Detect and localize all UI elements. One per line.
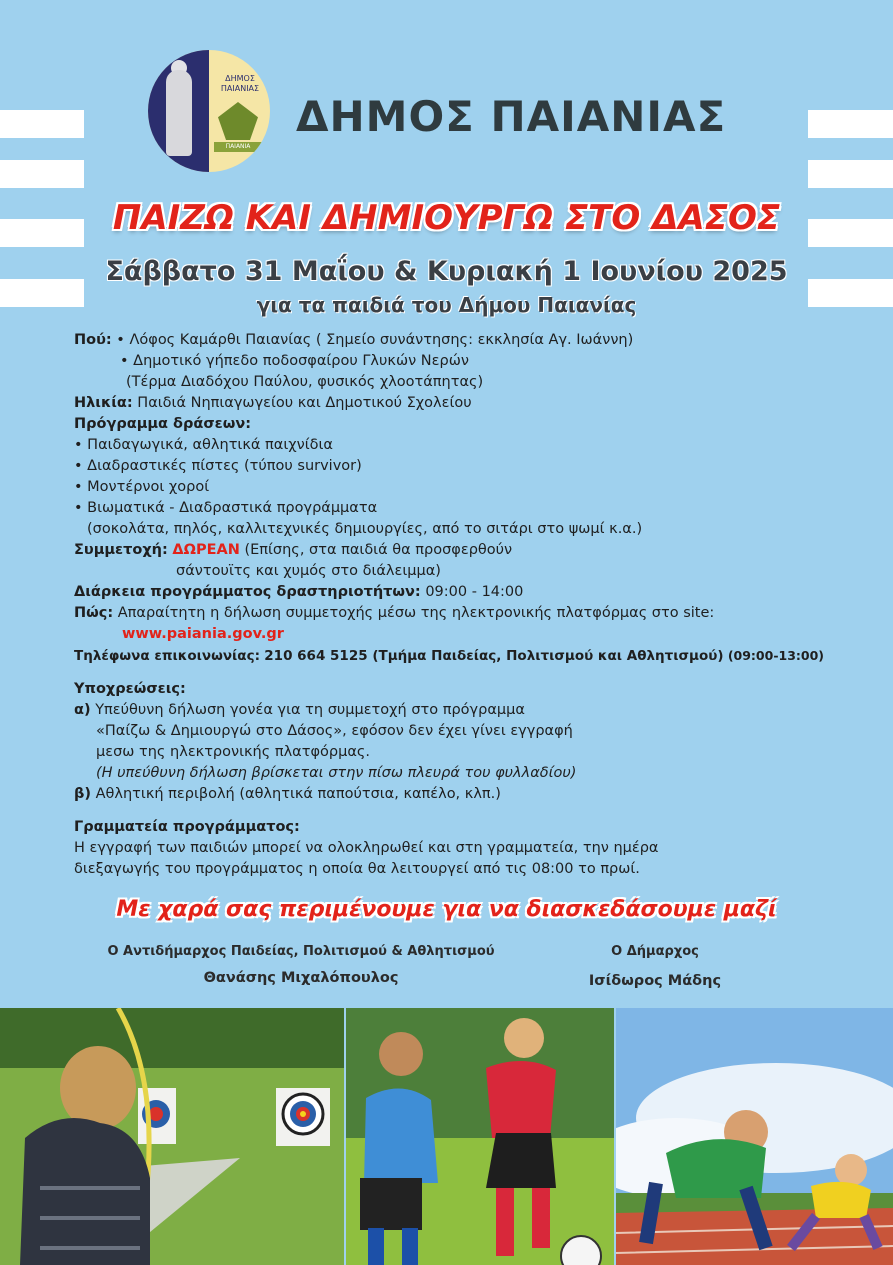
- where-line-1: Πού: • Λόφος Καμάρθι Παιανίας ( Σημείο συνάντησης: εκκλησία Αγ. Ιωάννη): [74, 332, 634, 348]
- running-photo: [616, 1008, 893, 1265]
- program-note: (σοκολάτα, πηλός, καλλιτεχνικές δημιουργίες, από το σιτάρι στο ψωμί κ.α.): [87, 521, 643, 537]
- participation-note: σάντουϊτς και χυμός στο διάλειμμα): [176, 563, 441, 579]
- obligation-a-note: (Η υπεύθυνη δήλωση βρίσκεται στην πίσω πλευρά του φυλλαδίου): [96, 765, 577, 781]
- municipality-logo: ΔΗΜΟΣ ΠΑΙΑΝΙΑΣ ΠΑΙΑΝΙΑ: [148, 50, 270, 172]
- football-photo: [346, 1008, 614, 1265]
- mayor-title: Ο Δήμαρχος: [611, 944, 699, 959]
- closing-message: Με χαρά σας περιμένουμε για να διασκεδάσουμε μαζί: [116, 897, 777, 922]
- stripe-left-2: [0, 160, 84, 188]
- secretariat-label: Γραμματεία προγράμματος:: [74, 819, 300, 835]
- participation-line: Συμμετοχή: ΔΩΡΕΑΝ (Επίσης, στα παιδιά θα προσφερθούν: [74, 542, 513, 558]
- event-details: [74, 330, 874, 880]
- deputy-name: Θανάσης Μιχαλόπουλος: [203, 970, 399, 986]
- program-item: • Μοντέρνοι χοροί: [74, 479, 210, 495]
- where-line-3: (Τέρμα Διαδόχου Παύλου, φυσικός χλοοτάπητας): [126, 374, 484, 390]
- how-line: Πώς: Απαραίτητη η δήλωση συμμετοχής μέσω της ηλεκτρονικής πλατφόρμας στο site:: [74, 605, 715, 621]
- deputy-title: Ο Αντιδήμαρχος Παιδείας, Πολιτισμού & Αθλητισμού: [107, 944, 495, 959]
- phone-line: Τηλέφωνα επικοινωνίας: 210 664 5125 (Τμήμα Παιδείας, Πολιτισμού και Αθλητισμού) (09:00-13:00): [74, 648, 825, 664]
- obligations-label: Υποχρεώσεις:: [74, 681, 186, 697]
- program-item: • Διαδραστικές πίστες (τύπου survivor): [74, 458, 362, 474]
- event-title: ΠΑΙΖΩ ΚΑΙ ΔΗΜΙΟΥΡΓΩ ΣΤΟ ΔΑΣΟΣ: [112, 198, 781, 238]
- stripe-right-2: [808, 160, 893, 188]
- secretariat-line: Η εγγραφή των παιδιών μπορεί να ολοκληρωθεί και στη γραμματεία, την ημέρα: [74, 840, 659, 856]
- secretariat-line: διεξαγωγής του προγράμματος η οποία θα λειτουργεί από τις 08:00 το πρωί.: [74, 861, 640, 877]
- mayor-name: Ισίδωρος Μάδης: [588, 973, 722, 989]
- website-link[interactable]: www.paiania.gov.gr: [122, 626, 284, 642]
- stripe-left-1: [0, 110, 84, 138]
- photo-strip: [0, 1008, 893, 1265]
- event-audience: για τα παιδιά του Δήμου Παιανίας: [256, 293, 637, 317]
- obligation-a-line: «Παίζω & Δημιουργώ στο Δάσος», εφόσον δεν έχει γίνει εγγραφή: [96, 723, 573, 739]
- archery-photo: [0, 1008, 344, 1265]
- duration-line: Διάρκεια προγράμματος δραστηριοτήτων: 09:00 - 14:00: [74, 584, 524, 600]
- age-line: Ηλικία: Παιδιά Νηπιαγωγείου και Δημοτικού Σχολείου: [74, 395, 472, 411]
- program-label: Πρόγραμμα δράσεων:: [74, 416, 251, 432]
- obligation-a: α) Υπεύθυνη δήλωση γονέα για τη συμμετοχή στο πρόγραμμα: [74, 702, 525, 718]
- municipality-title: ΔΗΜΟΣ ΠΑΙΑΝΙΑΣ: [296, 92, 727, 141]
- program-item: • Παιδαγωγικά, αθλητικά παιχνίδια: [74, 437, 333, 453]
- obligation-a-line: μεσω της ηλεκτρονικής πλατφόρμας.: [96, 744, 371, 760]
- where-line-2: • Δημοτικό γήπεδο ποδοσφαίρου Γλυκών Νερών: [120, 353, 469, 369]
- program-item: • Βιωματικά - Διαδραστικά προγράμματα: [74, 500, 378, 516]
- stripe-right-1: [808, 110, 893, 138]
- event-dates: Σάββατο 31 Μαΐου & Κυριακή 1 Ιουνίου 2025: [105, 256, 788, 287]
- obligation-b: β) Αθλητική περιβολή (αθλητικά παπούτσια, καπέλο, κλπ.): [74, 786, 501, 802]
